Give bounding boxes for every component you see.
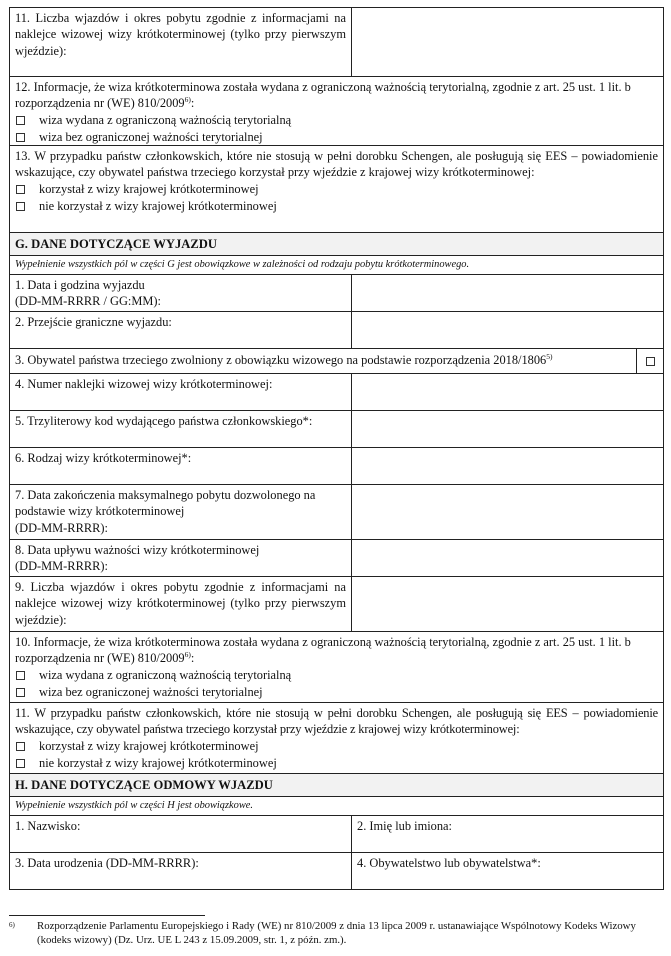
f-item-12-label: 12. Informacje, że wiza krótkoterminowa została wydana z ograniczoną ważnością terytorialną, zgodnie z art. 25 ust. 1 lit. b rozporządzenia nr (WE) 810/2009$^{6)}$: <box>15 80 631 111</box>
g-item-9-field[interactable] <box>352 577 663 631</box>
checkbox-icon[interactable] <box>16 116 25 125</box>
h-item-2-field[interactable]: 2. Imię lub imiona: <box>357 819 452 833</box>
section-h-note: Wypełnienie wszystkich pól w części H jest obowiązkowe. <box>15 800 253 811</box>
f-item-12-row <box>10 77 663 146</box>
g-item-1-label: 1. Data i godzina wyjazdu (DD-MM-RRRR / GG:MM): <box>10 275 352 311</box>
g-item-8-label: 8. Data upływu ważności wizy krótkoterminowej (DD-MM-RRRR): <box>10 540 352 576</box>
g-item-10-option-unlimited[interactable]: wiza bez ograniczonej ważności terytorialnej <box>15 684 658 701</box>
g-item-3-row <box>10 349 663 374</box>
footnote-separator <box>9 915 205 916</box>
checkbox-icon[interactable] <box>16 671 25 680</box>
g-item-4-label: 4. Numer naklejki wizowej wizy krótkoterminowej: <box>10 374 352 410</box>
entry-exit-form <box>9 7 664 890</box>
h-row-2 <box>10 853 663 890</box>
g-item-7-field[interactable] <box>352 485 663 539</box>
g-item-6-field[interactable] <box>352 448 663 484</box>
g-item-10-row <box>10 632 663 703</box>
g-item-8-field[interactable] <box>352 540 663 576</box>
g-item-2-label: 2. Przejście graniczne wyjazdu: <box>10 312 352 348</box>
g-item-1-field[interactable] <box>352 275 663 311</box>
footnote-mark: 6) <box>9 921 15 929</box>
h-item-1-field[interactable]: 1. Nazwisko: <box>10 816 352 852</box>
f-item-12-option-unlimited[interactable]: wiza bez ograniczonej ważności terytorialnej <box>15 129 658 146</box>
g-item-11-option-used[interactable]: korzystał z wizy krajowej krótkoterminowej <box>15 738 658 755</box>
g-item-4-row <box>10 374 663 411</box>
section-h-title: H. DANE DOTYCZĄCE ODMOWY WJAZDU <box>10 774 663 796</box>
f-item-12-option-limited[interactable]: wiza wydana z ograniczoną ważnością terytorialną <box>15 112 658 129</box>
g-item-3-label: 3. Obywatel państwa trzeciego zwolniony z obowiązku wizowego na podstawie rozporządzenia 2018/1806$^{5)}$ <box>10 349 637 373</box>
f-item-11-label: 11. Liczba wjazdów i okres pobytu zgodnie z informacjami na naklejce wizowej wizy krótkoterminowej (tylko przy pierwszym wjeździe): <box>10 8 352 76</box>
g-item-4-field[interactable] <box>352 374 663 410</box>
checkbox-icon[interactable] <box>16 133 25 142</box>
f-item-13-row <box>10 146 663 233</box>
g-item-9-label: 9. Liczba wjazdów i okres pobytu zgodnie z informacjami na naklejce wizowej wizy krótkoterminowej (tylko przy pierwszym wjeździe): <box>10 577 352 631</box>
g-item-9-row <box>10 577 663 632</box>
g-item-2-field[interactable] <box>352 312 663 348</box>
g-item-7-label: 7. Data zakończenia maksymalnego pobytu dozwolonego na podstawie wizy krótkoterminowej (DD-MM-RRRR): <box>10 485 352 539</box>
f-item-13-label: 13. W przypadku państw członkowskich, które nie stosują w pełni dorobku Schengen, ale posługują się EES – powiadomienie wskazujące, czy obywatel państwa trzeciego korzystał przy wjeździe z krajowej wizy krótkoterminowej: <box>15 149 658 180</box>
checkbox-icon[interactable] <box>16 759 25 768</box>
checkbox-icon[interactable] <box>16 742 25 751</box>
g-item-10-option-limited[interactable]: wiza wydana z ograniczoną ważnością terytorialną <box>15 667 658 684</box>
g-item-11-label: 11. W przypadku państw członkowskich, które nie stosują w pełni dorobku Schengen, ale posługują się EES – powiadomienie wskazujące, czy obywatel państwa trzeciego korzystał przy wjeździe z krajowej wizy krótkoterminowej: <box>15 706 658 737</box>
section-h-header <box>10 774 663 797</box>
g-item-3-checkbox[interactable] <box>646 357 655 366</box>
g-item-5-row <box>10 411 663 448</box>
checkbox-icon[interactable] <box>16 688 25 697</box>
f-item-13-option-not-used[interactable]: nie korzystał z wizy krajowej krótkoterminowej <box>15 198 658 215</box>
g-item-1-row <box>10 275 663 312</box>
checkbox-icon[interactable] <box>16 202 25 211</box>
g-item-7-row <box>10 485 663 540</box>
f-item-11-field[interactable] <box>352 8 663 76</box>
footnote-text: Rozporządzenie Parlamentu Europejskiego i Rady (WE) nr 810/2009 z dnia 13 lipca 2009 r. ustanawiające Wspólnotowy Kodeks Wizowy (kodeks wizowy) (Dz. Urz. UE L 243 z 15.09.2009, str. 1, z późn. zm.). <box>37 920 636 946</box>
checkbox-icon[interactable] <box>16 185 25 194</box>
g-item-2-row <box>10 312 663 349</box>
g-item-5-field[interactable] <box>352 411 663 447</box>
section-h-note-row <box>10 797 663 816</box>
g-item-11-row <box>10 703 663 774</box>
g-item-10-label: 10. Informacje, że wiza krótkoterminowa została wydana z ograniczoną ważnością terytorialną, zgodnie z art. 25 ust. 1 lit. b rozporządzenia nr (WE) 810/2009$^{6)}$: <box>15 635 631 666</box>
footnote-6 <box>9 920 662 947</box>
h-row-1 <box>10 816 663 853</box>
g-item-11-option-not-used[interactable]: nie korzystał z wizy krajowej krótkoterminowej <box>15 755 658 772</box>
section-g-title: G. DANE DOTYCZĄCE WYJAZDU <box>10 233 663 255</box>
section-g-header <box>10 233 663 256</box>
g-item-6-label: 6. Rodzaj wizy krótkoterminowej*: <box>10 448 352 484</box>
section-g-note-row <box>10 256 663 275</box>
f-item-13-option-used[interactable]: korzystał z wizy krajowej krótkoterminowej <box>15 181 658 198</box>
section-g-note: Wypełnienie wszystkich pól w części G jest obowiązkowe w zależności od rodzaju pobytu krótkoterminowego. <box>15 259 470 270</box>
f-item-11-row <box>10 8 663 77</box>
g-item-5-label: 5. Trzyliterowy kod wydającego państwa członkowskiego*: <box>10 411 352 447</box>
h-item-4-field[interactable]: 4. Obywatelstwo lub obywatelstwa*: <box>357 856 541 870</box>
g-item-6-row <box>10 448 663 485</box>
h-item-3-field[interactable]: 3. Data urodzenia (DD-MM-RRRR): <box>10 853 352 889</box>
g-item-8-row <box>10 540 663 577</box>
